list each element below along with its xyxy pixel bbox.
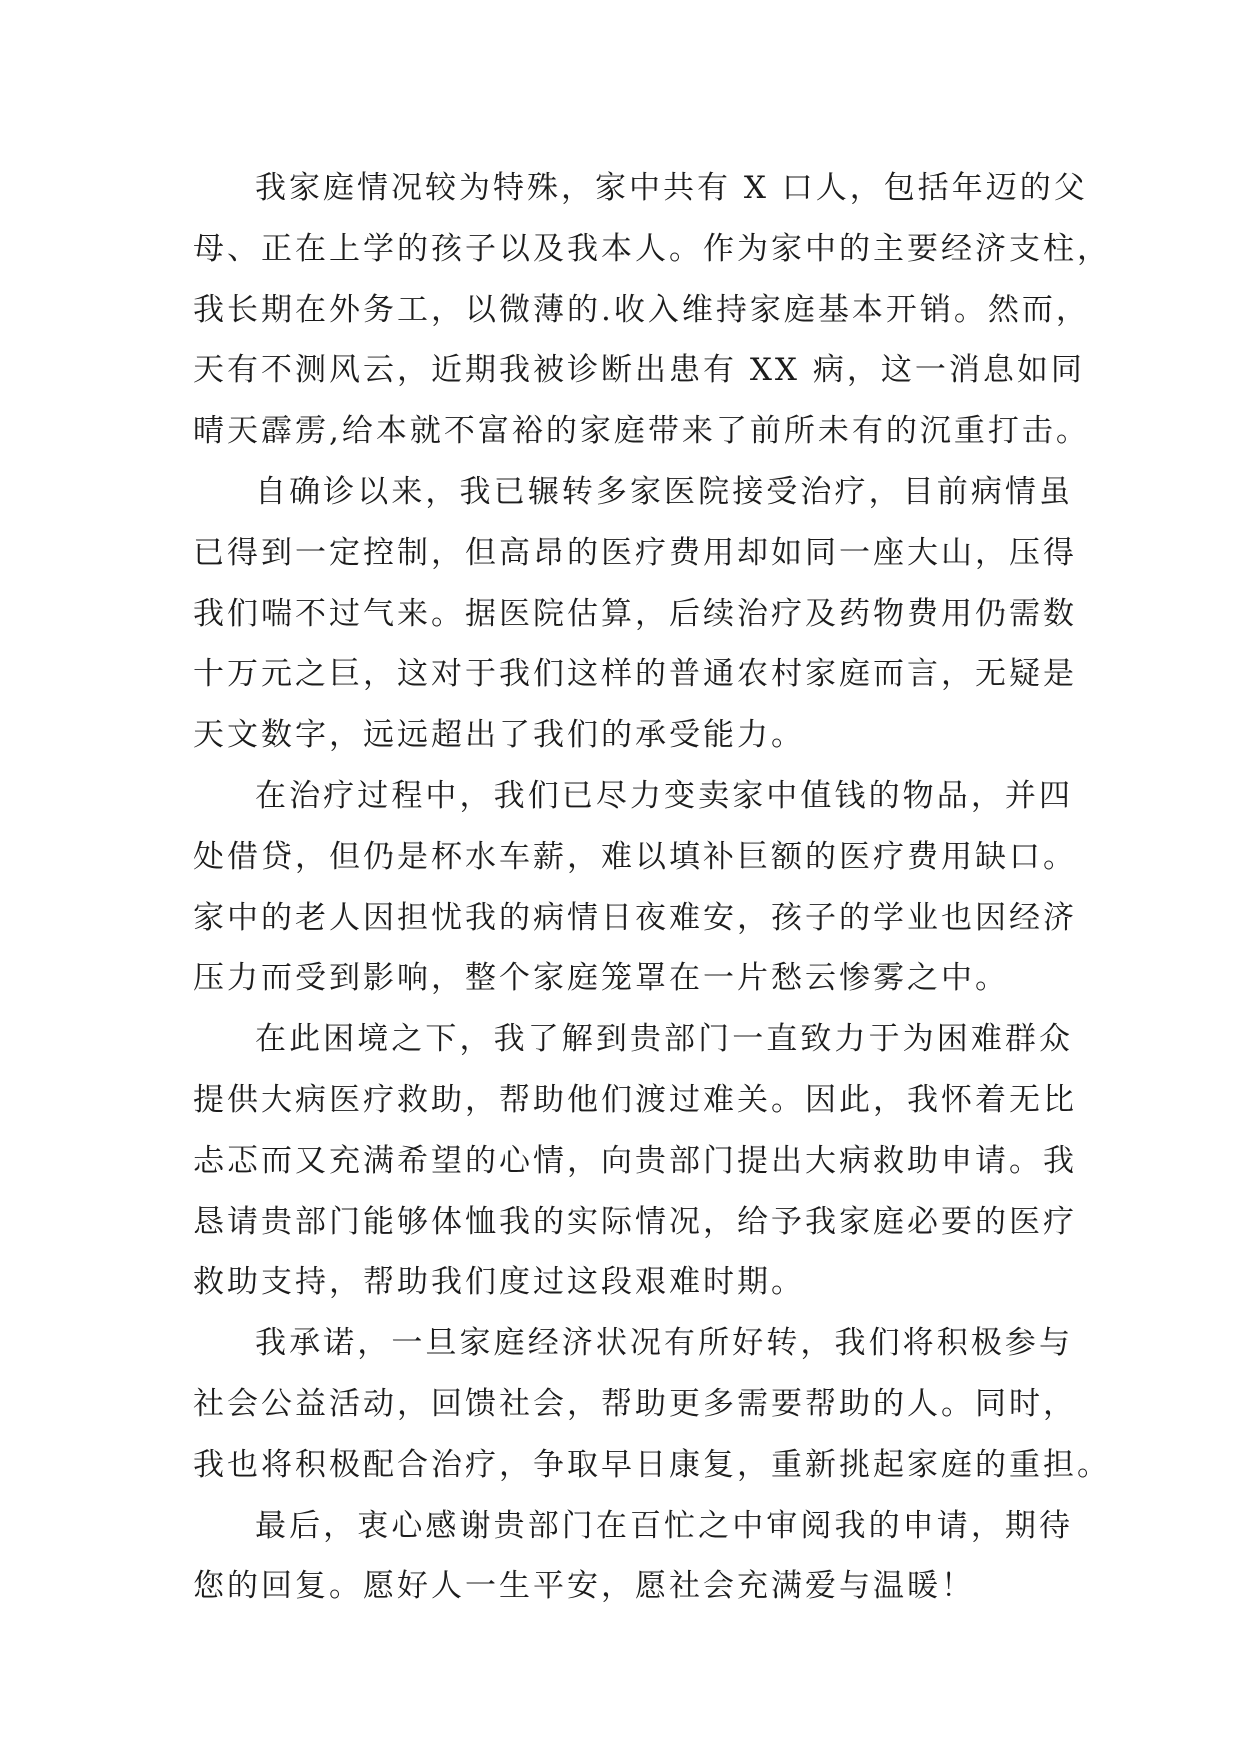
text-line: 在治疗过程中，我们已尽力变卖家中值钱的物品，并四 — [255, 777, 1073, 814]
paragraph-1 — [193, 158, 1111, 462]
text-line: 已得到一定控制，但高昂的医疗费用却如同一座大山，压得 — [193, 534, 1077, 571]
text-line: 社会公益活动，回馈社会，帮助更多需要帮助的人。同时， — [193, 1385, 1077, 1422]
paragraph-2 — [193, 462, 1077, 766]
paragraph-4 — [193, 1009, 1077, 1313]
text-line: 我长期在外务工，以微薄的.收入维持家庭基本开销。然而， — [193, 291, 1090, 328]
text-line: 恳请贵部门能够体恤我的实际情况，给予我家庭必要的医疗 — [193, 1203, 1077, 1240]
text-line: 十万元之巨，这对于我们这样的普通农村家庭而言，无疑是 — [193, 656, 1077, 693]
text-line: 天有不测风云，近期我被诊断出患有 XX 病，这一消息如同 — [193, 352, 1085, 389]
text-line: 自确诊以来，我已辗转多家医院接受治疗，目前病情虽 — [255, 473, 1073, 510]
text-line: 救助支持，帮助我们度过这段艰难时期。 — [193, 1264, 805, 1301]
text-line: 我也将积极配合治疗，争取早日康复，重新挑起家庭的重担。 — [193, 1446, 1111, 1483]
text-line: 压力而受到影响，整个家庭笼罩在一片愁云惨雾之中。 — [193, 960, 1009, 997]
text-line: 处借贷，但仍是杯水车薪，难以填补巨额的医疗费用缺口。 — [193, 838, 1077, 875]
text-line: 我们喘不过气来。据医院估算，后续治疗及药物费用仍需数 — [193, 595, 1077, 632]
text-line: 家中的老人因担忧我的病情日夜难安，孩子的学业也因经济 — [193, 899, 1077, 936]
text-line: 晴天霹雳,给本就不富裕的家庭带来了前所未有的沉重打击。 — [193, 413, 1090, 450]
text-line: 在此困境之下，我了解到贵部门一直致力于为困难群众 — [255, 1021, 1073, 1058]
paragraph-3 — [193, 766, 1077, 1009]
text-line: 我承诺，一旦家庭经济状况有所好转，我们将积极参与 — [255, 1325, 1073, 1362]
paragraph-5 — [193, 1313, 1111, 1495]
text-line: 我家庭情况较为特殊，家中共有 X 口人，包括年迈的父 — [255, 170, 1088, 206]
paragraph-6 — [193, 1496, 1073, 1618]
text-line: 您的回复。愿好人一生平安，愿社会充满爱与温暖！ — [193, 1568, 975, 1605]
text-line: 母、正在上学的孩子以及我本人。作为家中的主要经济支柱， — [193, 230, 1111, 267]
text-line: 最后，衷心感谢贵部门在百忙之中审阅我的申请，期待 — [255, 1507, 1073, 1544]
document-body — [193, 158, 1111, 1617]
text-line: 忐忑而又充满希望的心情，向贵部门提出大病救助申请。我 — [193, 1142, 1077, 1179]
text-line: 提供大病医疗救助，帮助他们渡过难关。因此，我怀着无比 — [193, 1081, 1077, 1118]
text-line: 天文数字，远远超出了我们的承受能力。 — [193, 717, 805, 754]
